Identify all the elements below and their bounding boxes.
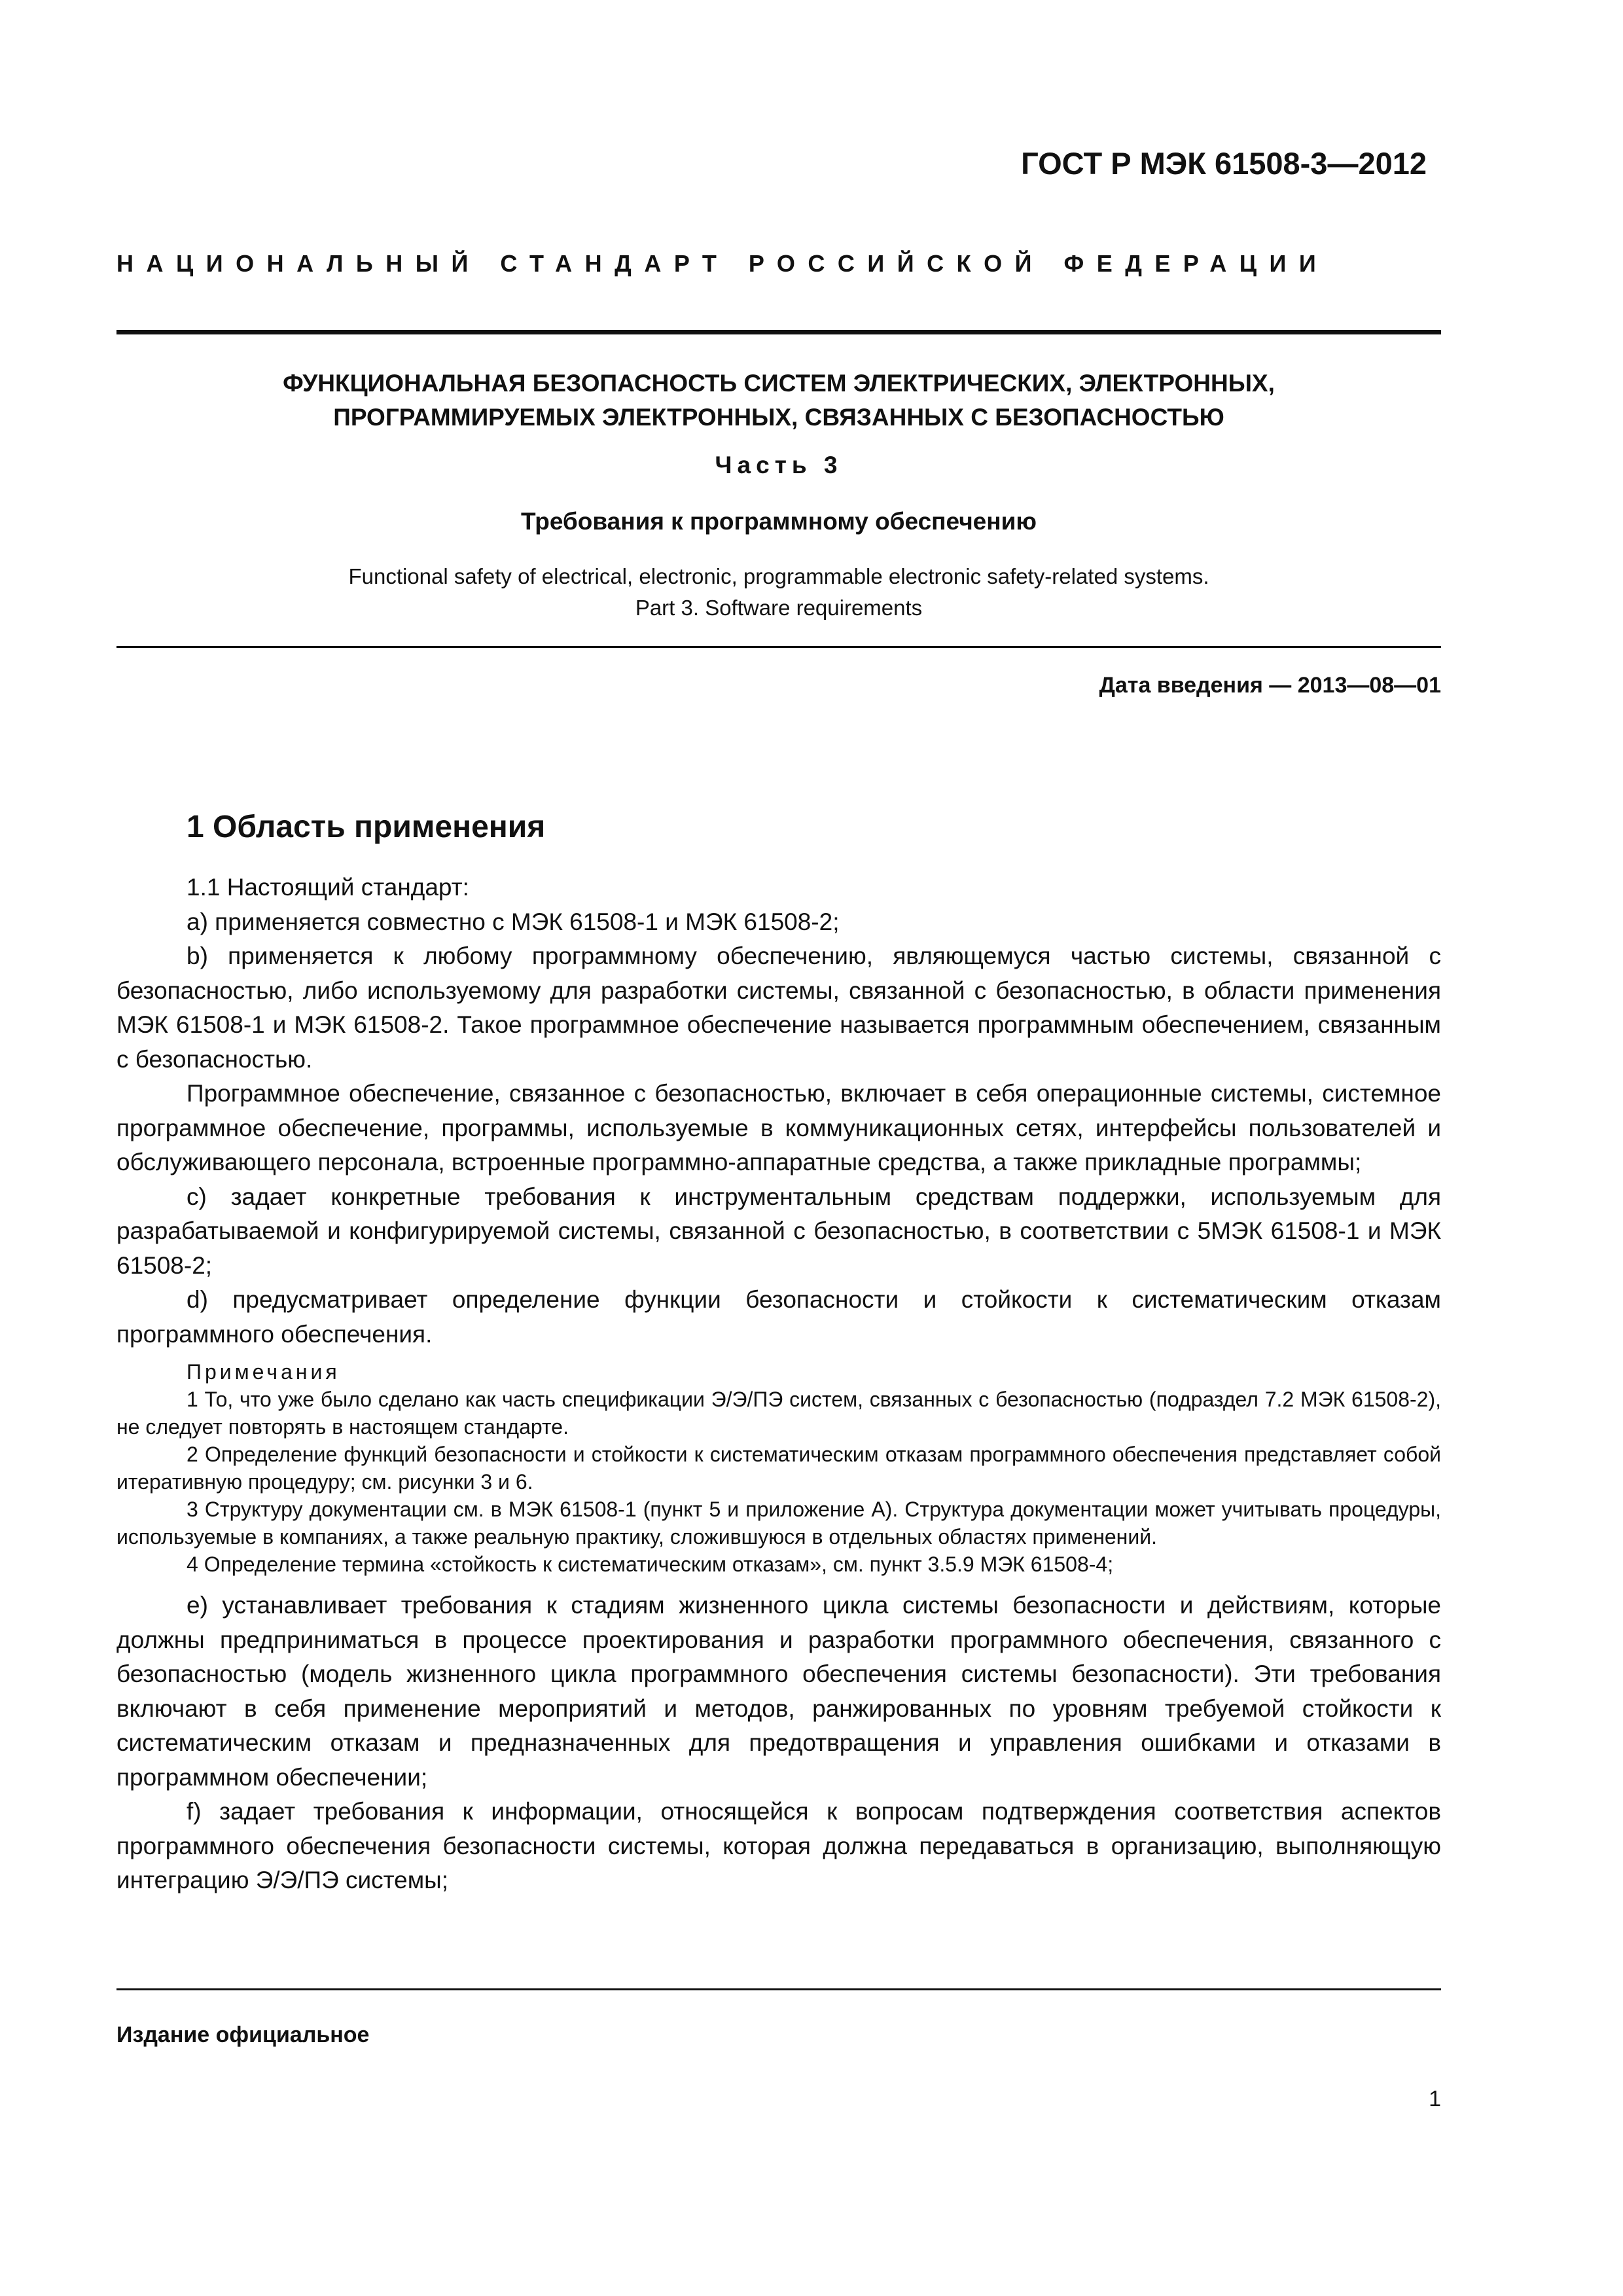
- note-item: 1 То, что уже было сделано как часть спецификации Э/Э/ПЭ систем, связанных с безопасностью (подраздел 7.2 МЭК 61508-2), не следует повторять в настоящем стандарте.: [116, 1388, 1441, 1439]
- page-number: 1: [1429, 2087, 1441, 2111]
- title-divider: [116, 646, 1441, 648]
- document-title: [116, 367, 1441, 435]
- header-divider: [116, 330, 1441, 334]
- notes-heading: Примечания: [187, 1360, 340, 1384]
- section-heading: 1 Область применения: [187, 810, 546, 844]
- paragraph: с) задает конкретные требования к инструментальным средствам поддержки, используемым для разрабатываемой и конфигурируемой системы, связанной с безопасностью, в соответствии с 5МЭК 61508-1 и МЭК 61508-2;: [116, 1183, 1441, 1279]
- title-line-2: ПРОГРАММИРУЕМЫХ ЭЛЕКТРОННЫХ, СВЯЗАННЫХ С БЕЗОПАСНОСТЬЮ: [333, 404, 1224, 431]
- paragraph: f) задает требования к информации, относящейся к вопросам подтверждения соответствия аспектов программного обеспечения безопасности системы, которая должна передаваться в организацию, выполняющую интеграцию Э/Э/ПЭ системы;: [116, 1798, 1441, 1893]
- note-item: 3 Структуру документации см. в МЭК 61508-1 (пункт 5 и приложение А). Структура документации может учитывать процедуры, используемые в компаниях, а также реальную практику, сложившуюся в отдельных областях применений.: [116, 1498, 1441, 1549]
- part-label: Часть 3: [715, 452, 843, 478]
- edition-label: Издание официальное: [116, 2022, 370, 2047]
- national-standard-heading: НАЦИОНАЛЬНЫЙ СТАНДАРТ РОССИЙСКОЙ ФЕДЕРАЦИИ: [116, 250, 1329, 277]
- english-title-line-1: Functional safety of electrical, electronic, programmable electronic safety-related systems.: [348, 564, 1209, 588]
- document-code: ГОСТ Р МЭК 61508-3—2012: [1021, 146, 1427, 181]
- title-line-1: ФУНКЦИОНАЛЬНАЯ БЕЗОПАСНОСТЬ СИСТЕМ ЭЛЕКТРИЧЕСКИХ, ЭЛЕКТРОННЫХ,: [283, 370, 1275, 397]
- paragraph: е) устанавливает требования к стадиям жизненного цикла системы безопасности и действиям, которые должны предприниматься в процессе проектирования и разработки программного обеспечения, связанного с безопасностью (модель жизненного цикла программного обеспечения системы безопасности). Эти требования включают в себя применение мероприятий и методов, ранжированных по уровням требуемой стойкости к систематическим отказам и предназначенных для предотвращения и управления ошибками и отказами в программном обеспечении;: [116, 1592, 1441, 1791]
- paragraph: b) применяется к любому программному обеспечению, являющемуся частью системы, связанной с безопасностью, либо используемому для разработки системы, связанной с безопасностью, в области применения МЭК 61508-1 и МЭК 61508-2. Такое программное обеспечение называется программным обеспечением, связанным с безопасностью.: [116, 942, 1441, 1073]
- paragraph: d) предусматривает определение функции безопасности и стойкости к систематическим отказам программного обеспечения.: [116, 1286, 1441, 1348]
- note-item: 2 Определение функций безопасности и стойкости к систематическим отказам программного обеспечения представляет собой итеративную процедуру; см. рисунки 3 и 6.: [116, 1443, 1441, 1494]
- notes-block: [116, 1358, 1441, 1578]
- paragraph: а) применяется совместно с МЭК 61508-1 и МЭК 61508-2;: [187, 908, 840, 935]
- section-body: [116, 870, 1441, 1898]
- note-item: 4 Определение термина «стойкость к систематическим отказам», см. пункт 3.5.9 МЭК 61508-4;: [187, 1552, 1114, 1576]
- introduction-date: Дата введения — 2013—08—01: [1099, 673, 1441, 698]
- paragraph: Программное обеспечение, связанное с безопасностью, включает в себя операционные системы, системное программное обеспечение, программы, используемые в коммуникационных сетях, интерфейсы пользователей и обслуживающего персонала, встроенные программно-аппаратные средства, а также прикладные программы;: [116, 1080, 1441, 1175]
- paragraph: 1.1 Настоящий стандарт:: [187, 874, 469, 901]
- document-subtitle: Требования к программному обеспечению: [521, 508, 1037, 535]
- english-title-line-2: Part 3. Software requirements: [635, 596, 923, 620]
- english-title: [116, 561, 1441, 624]
- footer-divider: [116, 1988, 1441, 1990]
